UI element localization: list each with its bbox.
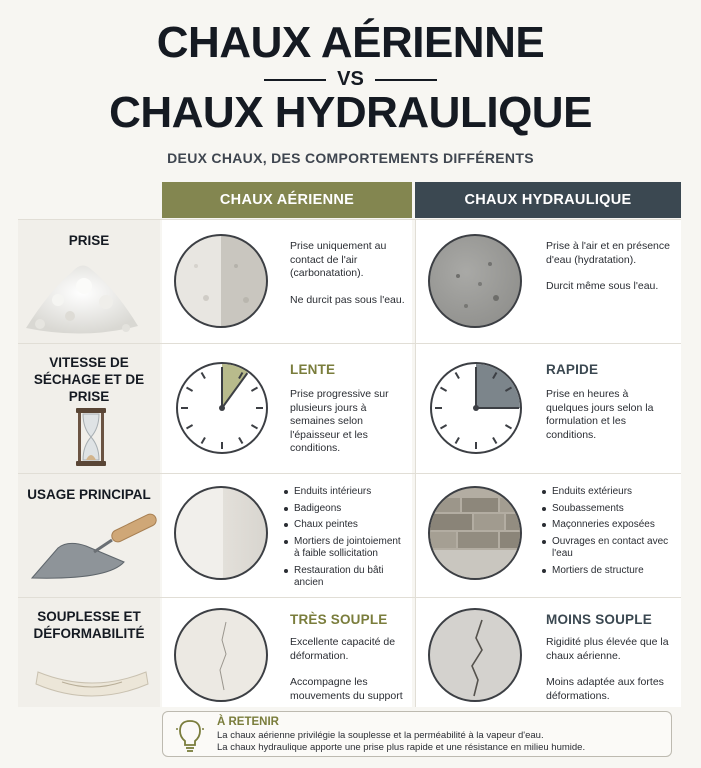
- hydration-sample-icon: [428, 234, 522, 328]
- row-usage: [18, 473, 681, 597]
- list-item: Soubassements: [542, 503, 678, 516]
- title-line-2: CHAUX HYDRAULIQUE: [109, 88, 592, 137]
- retenir-line-1: La chaux aérienne privilégie la souplesse et la perméabilité à la vapeur d'eau.: [217, 730, 544, 741]
- row-vitesse: [18, 343, 681, 473]
- cell-prise-hydraulique: [415, 220, 681, 343]
- list-usage-aerienne: [284, 486, 408, 594]
- heading-tres-souple: TRÈS SOUPLE: [290, 612, 388, 627]
- row-label-prise: PRISE: [68, 233, 110, 248]
- heading-lente: LENTE: [290, 362, 336, 377]
- clock-fast-icon: [428, 360, 524, 456]
- interior-wall-icon: [174, 486, 268, 580]
- row-label-cell: [18, 598, 160, 707]
- hourglass-icon: [74, 406, 108, 468]
- text-vitesse-aerienne: Prise progressive sur plusieurs jours à semaines selon l'épaisseur et les conditions.: [290, 388, 389, 454]
- list-item: Maçonneries exposées: [542, 519, 678, 532]
- heading-moins-souple: MOINS SOUPLE: [546, 612, 652, 627]
- trowel-icon: [28, 504, 160, 588]
- cell-vitesse-hydraulique: [415, 344, 681, 473]
- crack-icon: [428, 608, 522, 702]
- cell-prise-aerienne: [162, 220, 412, 343]
- list-item: Badigeons: [284, 503, 408, 516]
- column-header-hydraulique: CHAUX HYDRAULIQUE: [415, 182, 681, 218]
- list-item: Mortiers de jointoiement à faible sollicitation: [284, 536, 408, 561]
- retenir-title: À RETENIR: [217, 716, 279, 728]
- carbonation-sample-icon: [174, 234, 268, 328]
- row-label-vitesse: VITESSE DE SÉCHAGE ET DE PRISE: [33, 355, 145, 404]
- retenir-line-2: La chaux hydraulique apporte une prise plus rapide et une résistance en milieu humide.: [217, 742, 586, 753]
- row-prise: [18, 219, 681, 343]
- row-label-cell: [18, 220, 160, 343]
- row-label-cell: [18, 474, 160, 597]
- heading-rapide: RAPIDE: [546, 362, 599, 377]
- lime-powder-icon: [20, 250, 144, 338]
- stone-wall-icon: [428, 486, 522, 580]
- column-header-aerienne: CHAUX AÉRIENNE: [162, 182, 412, 218]
- list-usage-hydraulique: [542, 486, 678, 581]
- text-souplesse-aerienne: Excellente capacité de déformation. Accompagne les mouvements du support: [290, 636, 403, 702]
- text-vitesse-hydraulique: Prise en heures à quelques jours selon la formulation et les conditions.: [546, 388, 654, 441]
- hairline-crack-icon: [174, 608, 268, 702]
- vs-label: VS: [337, 68, 364, 90]
- subtitle: DEUX CHAUX, DES COMPORTEMENTS DIFFÉRENTS: [167, 150, 534, 166]
- flexible-sample-icon: [32, 664, 152, 704]
- row-label-souplesse: SOUPLESSE ET DÉFORMABILITÉ: [33, 609, 145, 641]
- row-souplesse: [18, 597, 681, 707]
- lightbulb-icon: [175, 717, 205, 753]
- row-label-cell: [18, 344, 160, 473]
- cell-souplesse-hydraulique: [415, 598, 681, 707]
- cell-souplesse-aerienne: [162, 598, 412, 707]
- list-item: Enduits extérieurs: [542, 486, 678, 499]
- retenir-box: [162, 711, 672, 757]
- clock-slow-icon: [174, 360, 270, 456]
- list-item: Chaux peintes: [284, 519, 408, 532]
- list-item: Enduits intérieurs: [284, 486, 408, 499]
- row-label-usage: USAGE PRINCIPAL: [27, 487, 151, 502]
- text-prise-hydraulique: Prise à l'air et en présence d'eau (hydratation). Durcit même sous l'eau.: [546, 240, 670, 292]
- text-souplesse-hydraulique: Rigidité plus élevée que la chaux aérienne. Moins adaptée aux fortes déformations.: [546, 636, 669, 702]
- title-line-1: CHAUX AÉRIENNE: [156, 18, 545, 67]
- vs-right-rule: [375, 79, 437, 81]
- cell-usage-aerienne: [162, 474, 412, 597]
- cell-usage-hydraulique: [415, 474, 681, 597]
- list-item: Restauration du bâti ancien: [284, 565, 408, 590]
- cell-vitesse-aerienne: [162, 344, 412, 473]
- list-item: Mortiers de structure: [542, 565, 678, 578]
- text-prise-aerienne: Prise uniquement au contact de l'air (carbonatation). Ne durcit pas sous l'eau.: [290, 240, 405, 306]
- list-item: Ouvrages en contact avec l'eau: [542, 536, 678, 561]
